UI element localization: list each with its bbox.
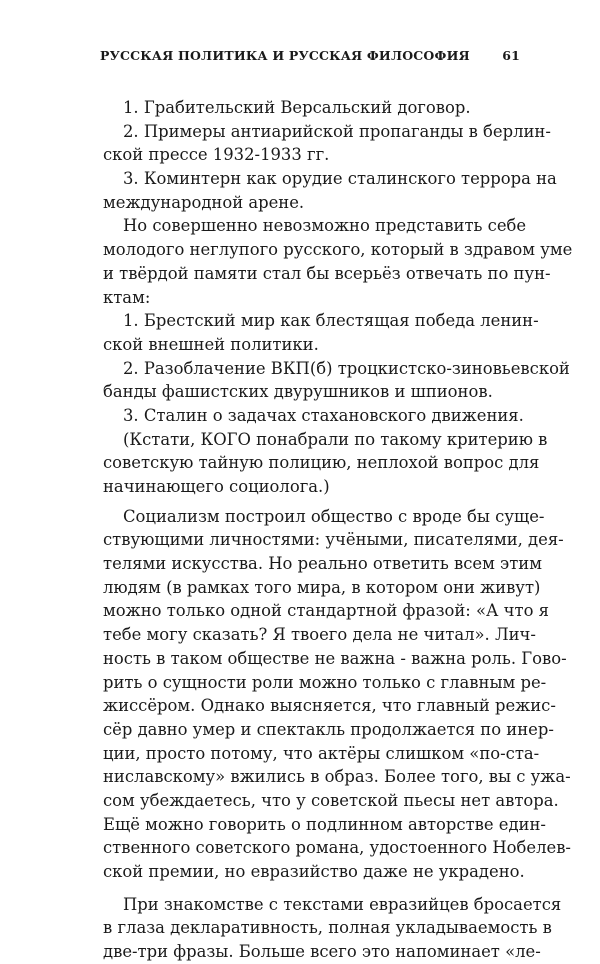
- list-item-stalin: 3. Сталин о задачах стахановского движения.: [123, 405, 524, 425]
- text-line: молодого неглупого русского, который в здравом уме: [103, 240, 573, 260]
- page-number: 61: [502, 48, 520, 63]
- body-text: [103, 96, 573, 964]
- text-line: людям (в рамках того мира, в котором они живут): [103, 577, 541, 597]
- text-line: жиссёром. Однако выясняется, что главный режис-: [103, 696, 556, 716]
- text-line: банды фашистских двурушников и шпионов.: [103, 382, 493, 402]
- text-line: ской прессе 1932-1933 гг.: [103, 145, 330, 165]
- text-line: ниславскому» вжились в образ. Более того, вы с ужа-: [103, 767, 571, 787]
- running-head-title: РУССКАЯ ПОЛИТИКА И РУССКАЯ ФИЛОСОФИЯ: [100, 48, 470, 63]
- text-line: ность в таком обществе не важна - важна роль. Гово-: [103, 648, 567, 668]
- text-line: советскую тайную полицию, неплохой вопрос для: [103, 453, 540, 473]
- text-line: Ещё можно говорить о подлинном авторстве един-: [103, 814, 546, 834]
- text-line: ктам:: [103, 287, 151, 307]
- list-item-propaganda: 2. Примеры антиарийской пропаганды в берлин-: [123, 121, 551, 141]
- paragraph-start: (Кстати, КОГО понабрали по такому критерию в: [123, 429, 548, 449]
- text-line: сёр давно умер и спектакль продолжается по инер-: [103, 719, 554, 739]
- list-item-vkpb: 2. Разоблачение ВКП(б) троцкистско-зиновьевской: [123, 358, 570, 378]
- text-line: ской внешней политики.: [103, 334, 319, 354]
- text-line: две-три фразы. Больше всего это напоминает «ле-: [103, 942, 541, 962]
- text-line: ствующими личностями: учёными, писателями, дея-: [103, 530, 564, 550]
- text-line: ции, просто потому, что актёры слишком «по-ста-: [103, 743, 540, 763]
- list-item-versailles: 1. Грабительский Версальский договор.: [123, 98, 471, 117]
- paragraph-start: Социализм построил общество с вроде бы суще-: [123, 506, 545, 526]
- text-line: сом убеждаетесь, что у советской пьесы нет автора.: [103, 790, 559, 810]
- list-item-brest: 1. Брестский мир как блестящая победа ленин-: [123, 311, 539, 331]
- running-head: [100, 48, 520, 63]
- text-line: телями искусства. Но реально ответить всем этим: [103, 554, 542, 574]
- text-line: начинающего социолога.): [103, 477, 330, 496]
- text-line: ственного советского романа, удостоенного Нобелев-: [103, 838, 571, 858]
- paragraph-start: Но совершенно невозможно представить себе: [123, 216, 527, 236]
- text-line: можно только одной стандартной фразой: «А что я: [103, 601, 550, 621]
- list-item-comintern: 3. Коминтерн как орудие сталинского террора на: [123, 169, 557, 189]
- text-line: ской премии, но евразийство даже не украдено.: [103, 862, 525, 881]
- text-line: и твёрдой памяти стал бы всерьёз отвечать по пун-: [103, 263, 551, 283]
- paragraph-start: При знакомстве с текстами евразийцев бросается: [123, 894, 562, 914]
- text-line: международной арене.: [103, 192, 305, 212]
- text-line: тебе могу сказать? Я твоего дела не читал». Лич-: [103, 625, 536, 645]
- text-line: рить о сущности роли можно только с главным ре-: [103, 672, 547, 692]
- text-line: в глаза декларативность, полная укладываемость в: [103, 918, 552, 938]
